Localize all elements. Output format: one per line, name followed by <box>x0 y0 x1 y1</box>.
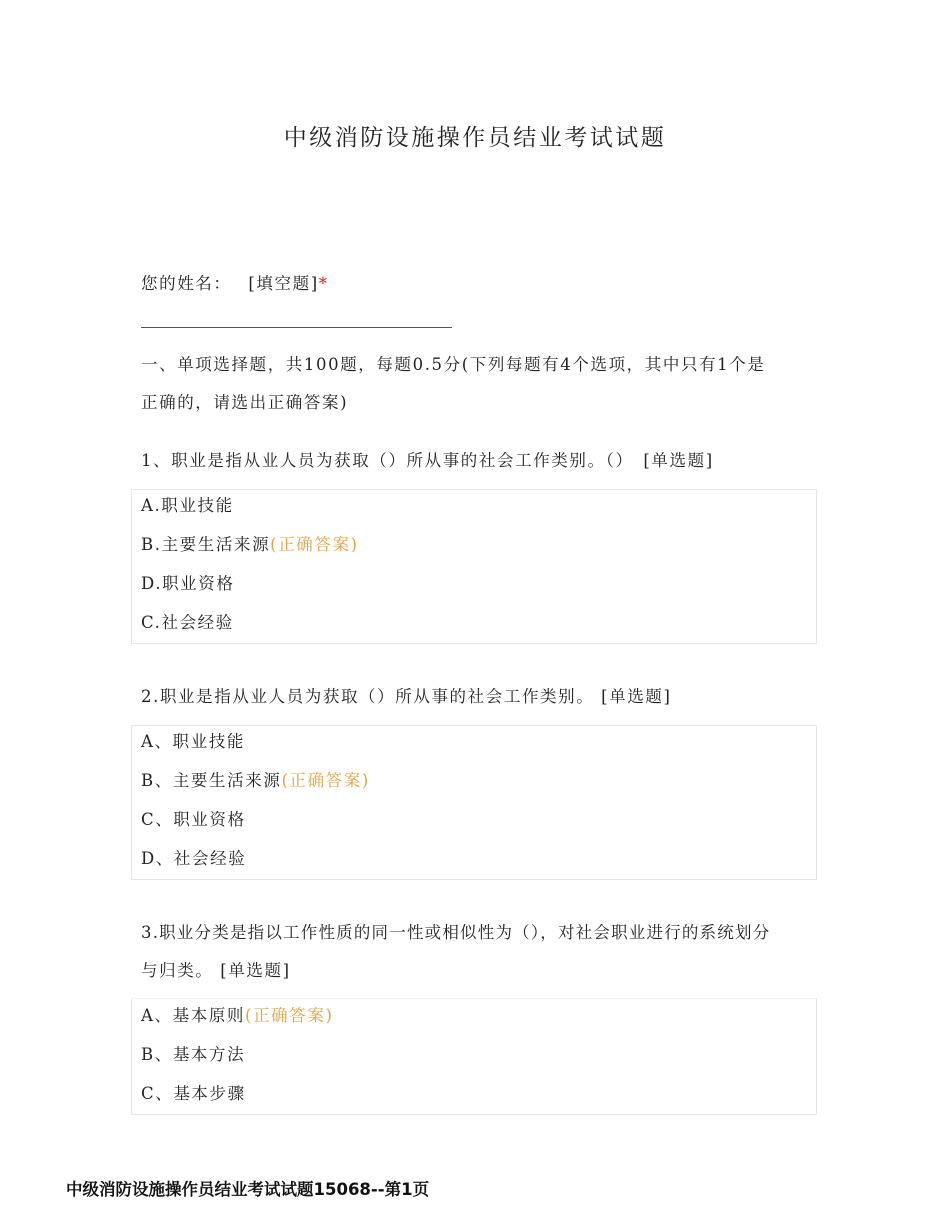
option-label: A、职业技能 <box>141 732 246 751</box>
section-heading-line2: 正确的，请选出正确答案) <box>141 393 349 412</box>
question-type-tag: [填空题] <box>248 274 319 293</box>
question-2-option-c[interactable] <box>141 808 246 832</box>
question-1-option-c[interactable] <box>141 611 234 635</box>
question-3-text-line1: 3.职业分类是指以工作性质的同一性或相似性为（），对社会职业进行的系统划分 <box>141 923 771 942</box>
correct-answer-tag: (正确答案) <box>270 535 359 554</box>
name-field-label: 您的姓名： <box>141 274 232 293</box>
option-label: D、社会经验 <box>141 849 247 868</box>
required-mark: * <box>318 274 329 293</box>
question-2-option-b[interactable] <box>141 769 370 793</box>
question-1-option-d[interactable] <box>141 572 235 596</box>
document-title: 中级消防设施操作员结业考试试题 <box>283 125 667 152</box>
option-label: A、基本原则 <box>141 1006 246 1025</box>
option-label: B.主要生活来源 <box>141 535 271 554</box>
option-label: A.职业技能 <box>141 496 234 515</box>
section-heading-line1: 一、单项选择题，共100题，每题0.5分(下列每题有4个选项，其中只有1个是 <box>141 355 766 374</box>
question-1-option-b[interactable] <box>141 533 359 557</box>
option-label: C、基本步骤 <box>141 1084 246 1103</box>
question-3-text-line2: 与归类。 [单选题] <box>141 961 291 980</box>
question-3-option-b[interactable] <box>141 1043 245 1067</box>
option-label: C.社会经验 <box>141 613 234 632</box>
option-label: D.职业资格 <box>141 574 235 593</box>
option-label: B、基本方法 <box>141 1045 246 1064</box>
question-2-option-d[interactable] <box>141 847 246 871</box>
page-footer: 中级消防设施操作员结业考试试题15068--第1页 <box>66 1180 430 1199</box>
correct-answer-tag: (正确答案) <box>245 1006 334 1025</box>
name-field-question <box>141 272 329 296</box>
question-3-option-a[interactable] <box>141 1004 334 1028</box>
question-2-text: 2.职业是指从业人员为获取（）所从事的社会工作类别。 [单选题] <box>141 687 672 706</box>
option-label: C、职业资格 <box>141 810 246 829</box>
name-input-underline[interactable] <box>141 327 452 328</box>
question-3-option-c[interactable] <box>141 1082 246 1106</box>
question-1-text: 1、职业是指从业人员为获取（）所从事的社会工作类别。（） [单选题] <box>141 451 714 470</box>
option-label: B、主要生活来源 <box>141 771 282 790</box>
correct-answer-tag: (正确答案) <box>281 771 370 790</box>
question-2-option-a[interactable] <box>141 730 245 754</box>
question-1-option-a[interactable] <box>141 494 234 518</box>
